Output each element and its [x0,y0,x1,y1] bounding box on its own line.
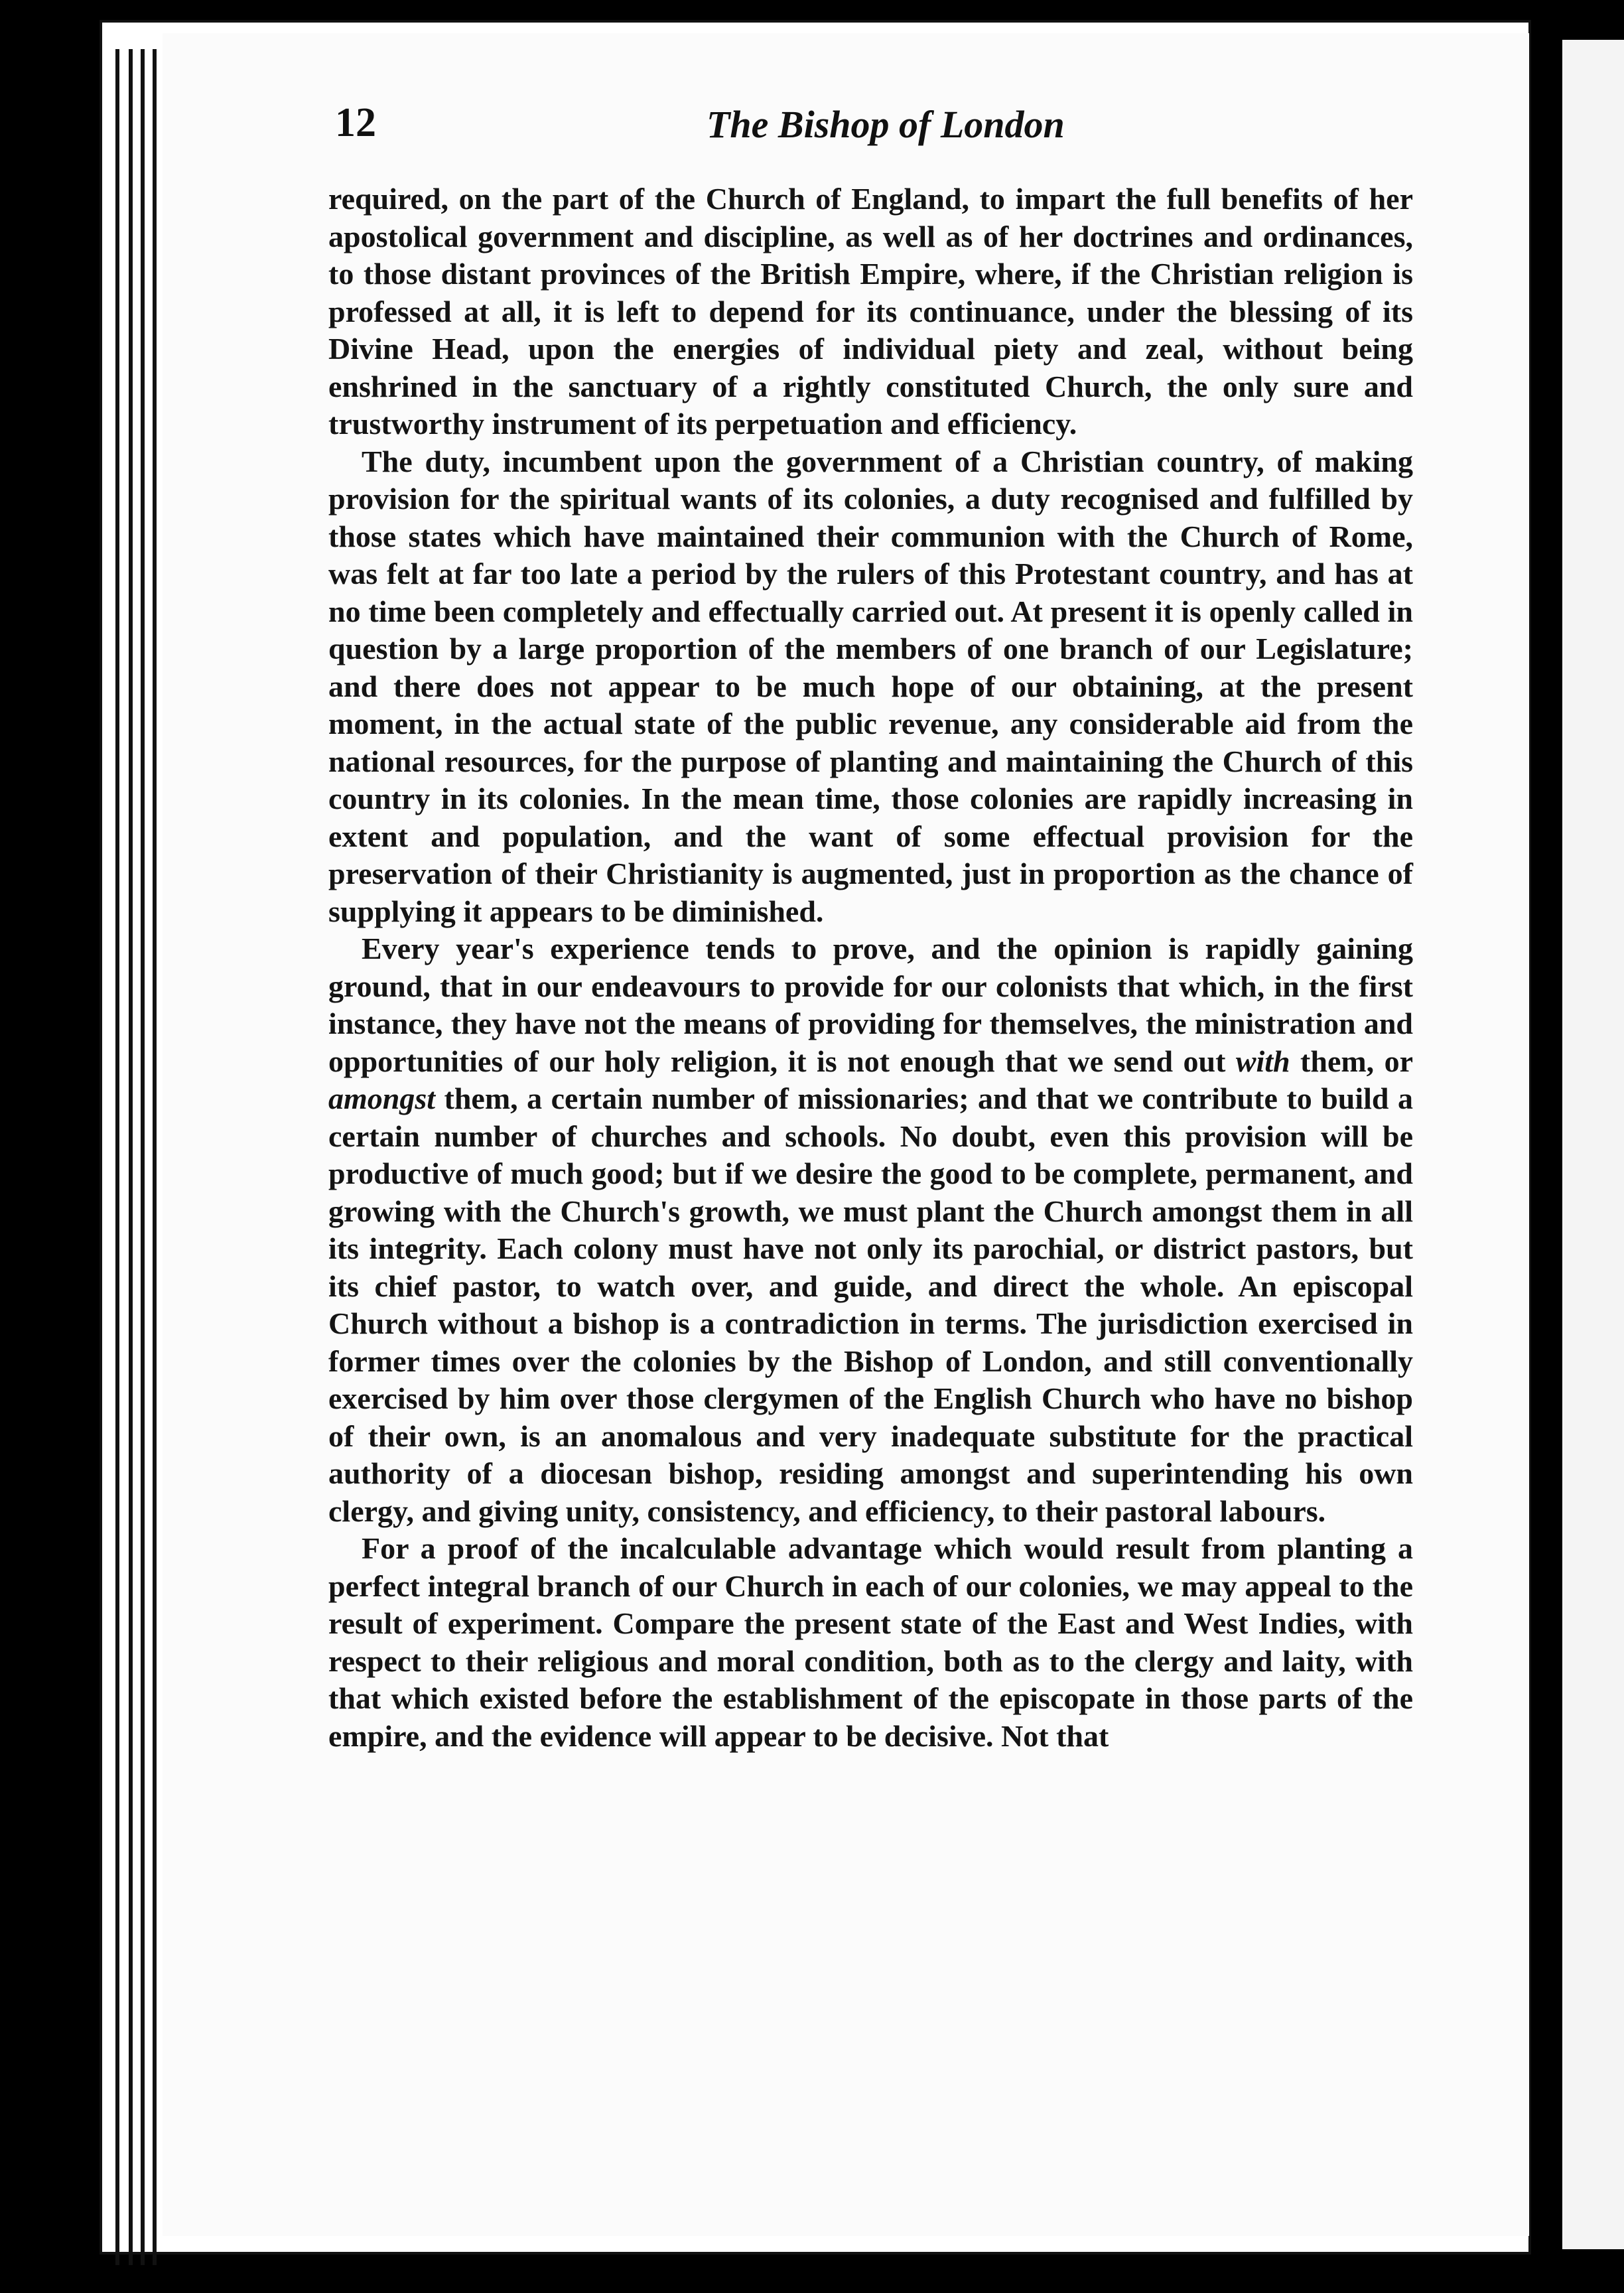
paragraph [328,1530,1413,1755]
text-run: The duty, incumbent upon the government of a Christian country, of making provision for the spiritual wants of its colonies, a duty recognised and fulfilled by those states which have maintained their communion with the Church of Rome, was felt at far too late a period by the rulers of this Protestant country, and has at no time been completely and effectually carried out. At present it is openly called in question by a large proportion of the members of one branch of our Legislature; and there does not appear to be much hope of our obtaining, at the present moment, in the actual state of the public revenue, any considerable aid from the national resources, for the purpose of planting and maintaining the Church of this country in its colonies. In the mean time, those colonies are rapidly increasing in extent and population, and the want of some effectual provision for the preservation of their Christianity is augmented, just in proportion as the chance of supplying it appears to be diminished. [328,444,1413,928]
paragraph [328,180,1413,443]
page-edge-line [141,49,145,2265]
paragraph [328,443,1413,931]
page-edge-line [153,49,157,2265]
page-header [335,100,1430,153]
text-run: Every year's experience tends to prove, and the opinion is rapidly gaining ground, that in our endeavours to provide for our colonists that which, in the first instance, they have not the means of providing for themselves, the ministration and opportunities of our holy religion, it is not enough that we send out [328,932,1413,1078]
page-number: 12 [335,100,376,145]
page-edge-line [129,49,133,2265]
facing-page-edge [1562,40,1624,2249]
italic-text: with [1235,1044,1290,1078]
italic-text: amongst [328,1081,436,1115]
text-run: required, on the part of the Church of England, to impart the full benefits of her apostolical government and discipline, as well as of her doctrines and ordinances, to those distant provinces of the British Empire, where, if the Christian religion is professed at all, it is left to depend for its continuance, under the blessing of its Divine Head, upon the energies of individual piety and zeal, without being enshrined in the sanctuary of a rightly constituted Church, the only sure and trustworthy instrument of its perpetuation and efficiency. [328,182,1413,441]
page-edge-line [115,49,119,2265]
text-run: For a proof of the incalculable advantage which would result from planting a perfect integral branch of our Church in each of our colonies, we may appeal to the result of experiment. Compare the present state of the East and West Indies, with respect to their religious and moral condition, both as to the clergy and laity, with that which existed before the establishment of the episcopate in those parts of the empire, and the evidence will appear to be decisive. Not that [328,1531,1413,1753]
paragraph [328,930,1413,1530]
running-head: The Bishop of London [707,103,1065,146]
body-text [328,180,1413,1755]
text-run: them, a certain number of missionaries; and that we contribute to build a certain number of churches and schools. No doubt, even this provision will be productive of much good; but if we desire the good to be complete, permanent, and growing with the Church's growth, we must plant the Church amongst them in all its integrity. Each colony must have not only its parochial, or district pastors, but its chief pastor, to watch over, and guide, and direct the whole. An episcopal Church without a bishop is a contradiction in terms. The jurisdiction exercised in former times over the colonies by the Bishop of London, and still conventionally exercised by him over those clergymen of the English Church who have no bishop of their own, is an anomalous and very inadequate substitute for the practical authority of a diocesan bishop, residing amongst and superintending his own clergy, and giving unity, consistency, and efficiency, to their pastoral labours. [328,1081,1413,1528]
text-run: them, or [1290,1044,1413,1078]
